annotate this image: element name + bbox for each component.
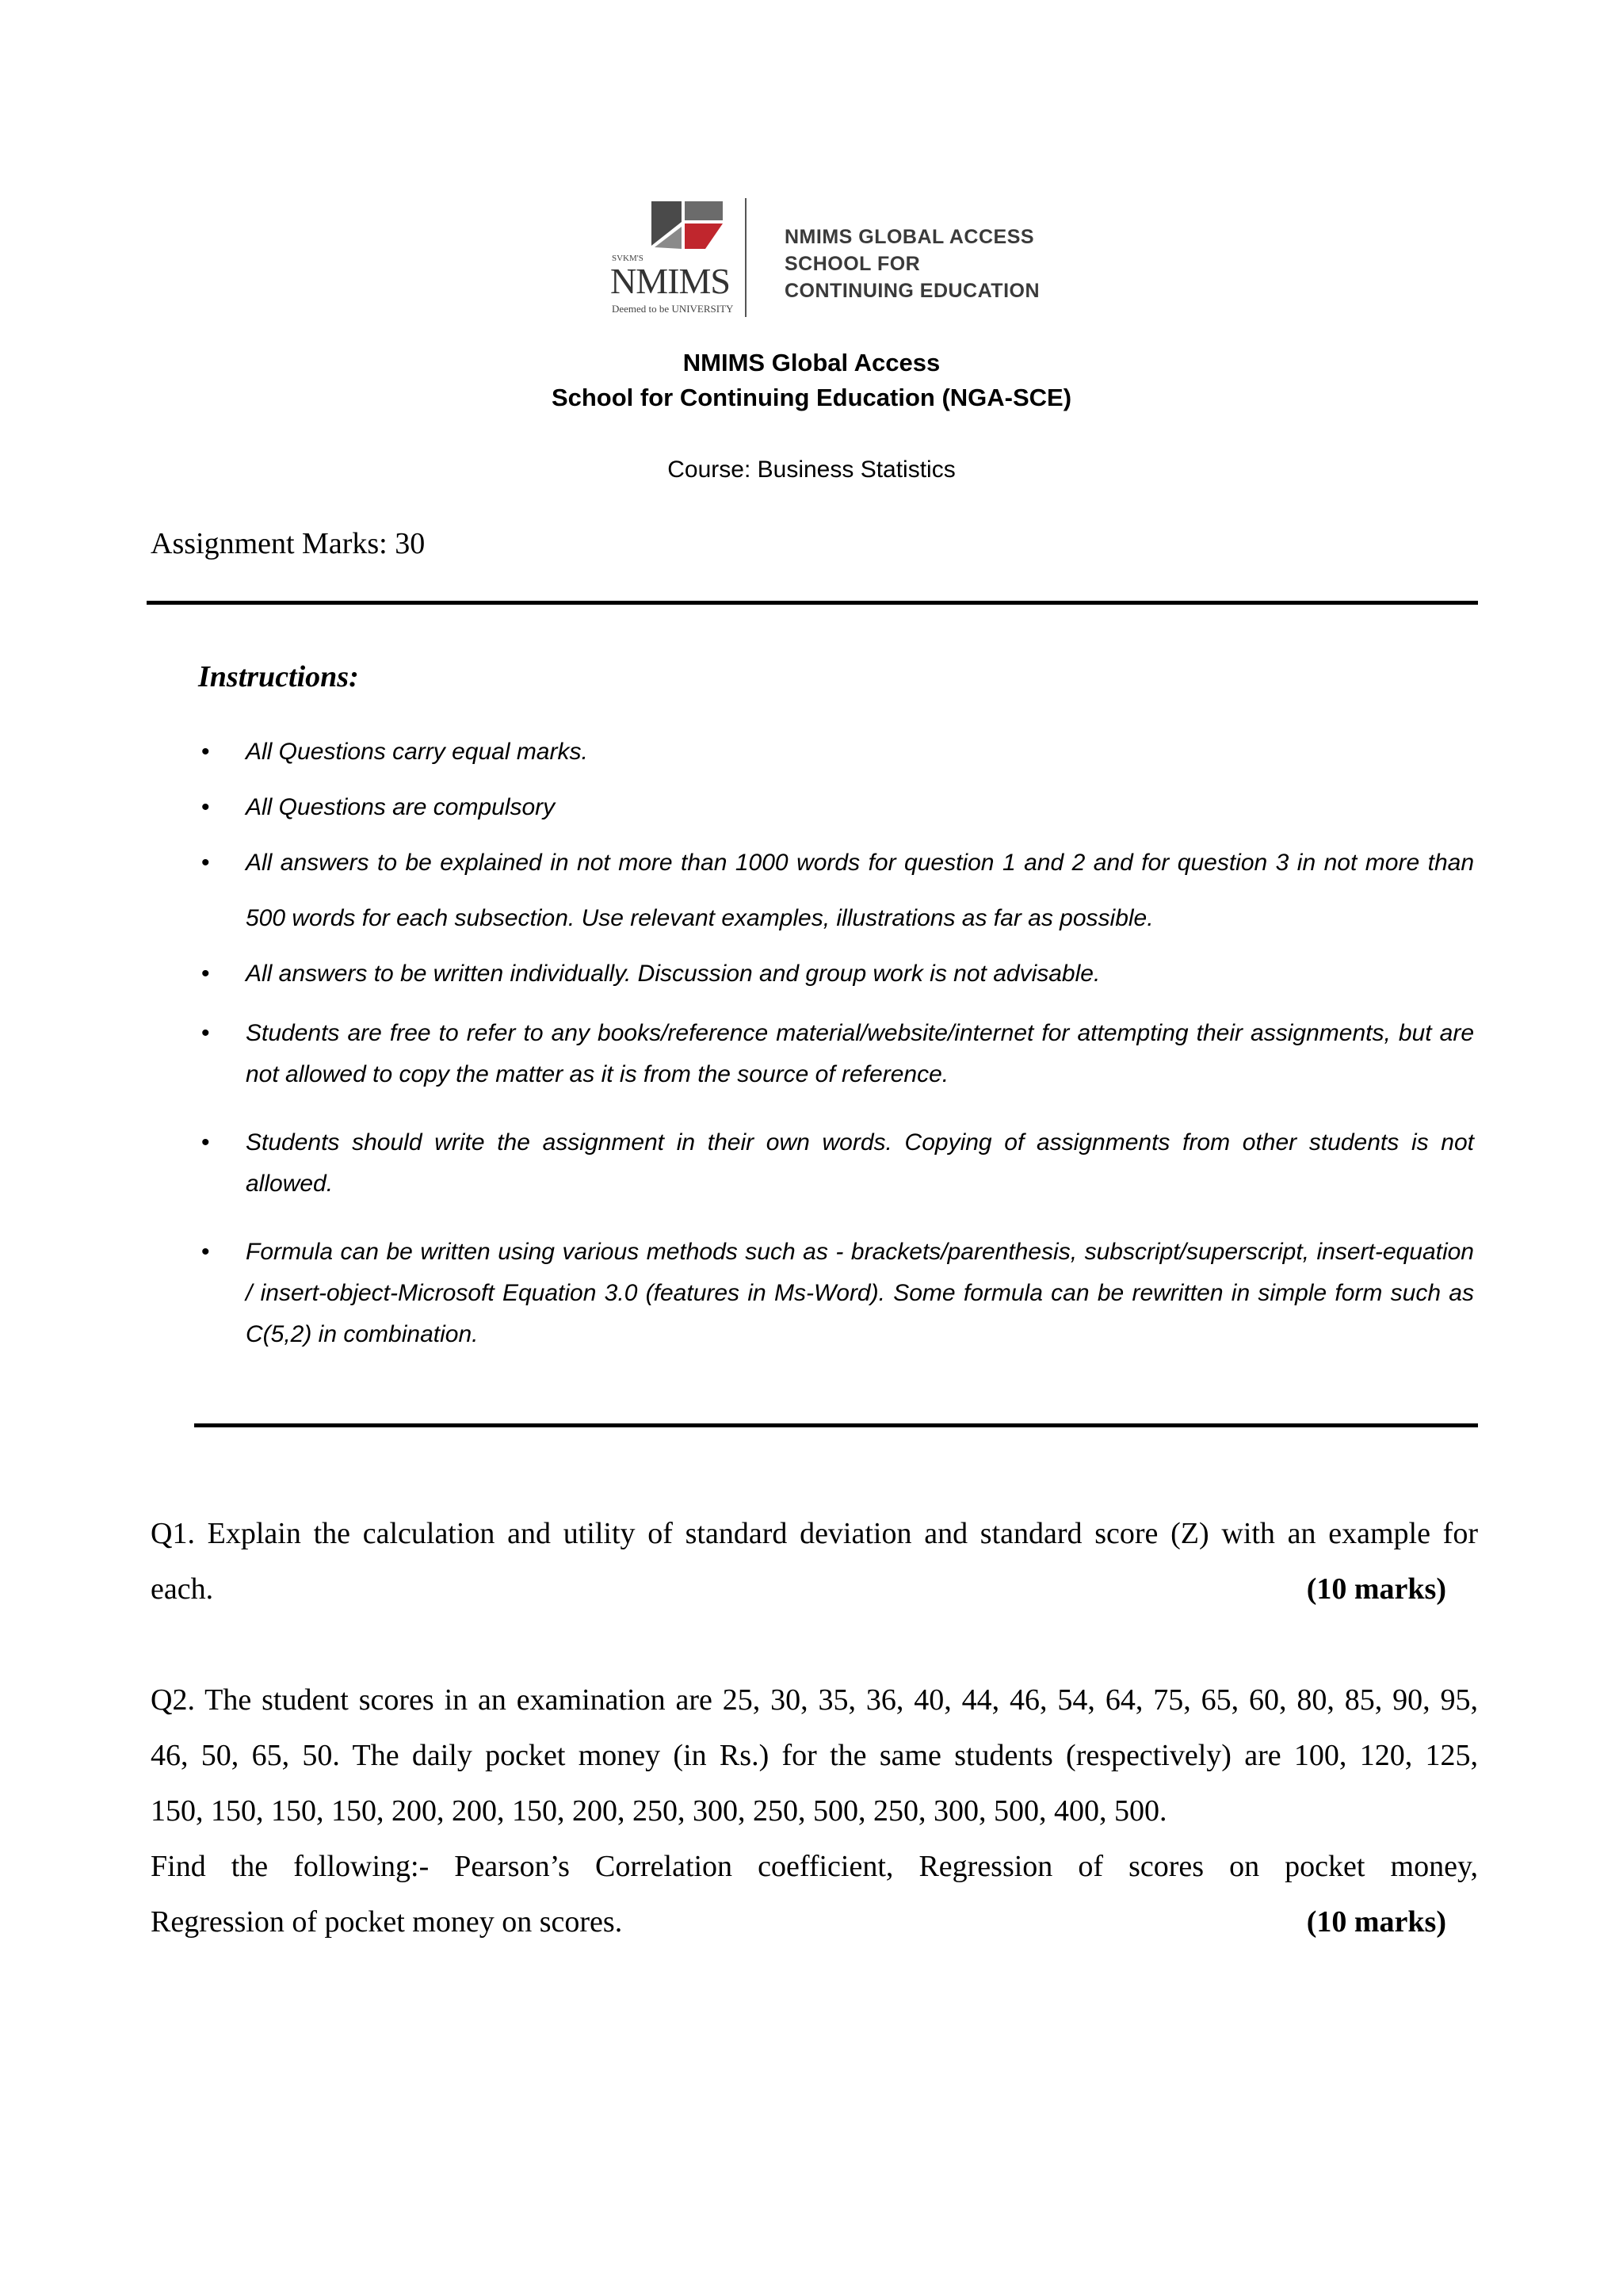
instructions-title: Instructions: xyxy=(198,660,359,693)
question-2-line-4: Find the following:- Pearson’s Correlation coefficient, Regression of scores on pocket money, xyxy=(151,1850,1478,1883)
question-1 xyxy=(151,1506,1478,1617)
question-2-line-2: 46, 50, 65, 50. The daily pocket money (in Rs.) for the same students (respectively) are 100, 120, 125, xyxy=(151,1739,1478,1772)
logo-divider xyxy=(745,198,747,317)
list-item: • All Questions are compulsory xyxy=(198,791,1474,824)
logo-line-2: SCHOOL FOR xyxy=(785,253,921,275)
question-1-line-2 xyxy=(151,1561,1478,1617)
instruction-text: All answers to be written individually. Discussion and group work is not advisable. xyxy=(246,961,1101,987)
course-title: Course: Business Statistics xyxy=(667,457,956,483)
instruction-text: Students are free to refer to any books/reference material/website/internet for attempting their assignments, but are not allowed to copy the matter as it is from the source of reference. xyxy=(246,1020,1474,1087)
logo-svkms: SVKM'S xyxy=(612,254,643,263)
instruction-text: All Questions are compulsory xyxy=(246,794,556,820)
logo-line-3: CONTINUING EDUCATION xyxy=(785,280,1041,302)
list-item: • Students should write the assignment in their own words. Copying of assignments from other students is not allowed. xyxy=(198,1122,1474,1205)
list-item: • Students are free to refer to any books/reference material/website/internet for attempting their assignments, but are not allowed to copy the matter as it is from the source of reference. xyxy=(198,1013,1474,1095)
question-2-line-5-text: Regression of pocket money on scores. xyxy=(151,1905,623,1939)
instruction-text: All answers to be explained in not more than 1000 words for question 1 and 2 and for question 3 in not more than 500 words for each subsection. Use relevant examples, illustrations as far as possible. xyxy=(246,850,1474,931)
list-item: • Formula can be written using various methods such as - brackets/parenthesis, subscript/superscript, insert-equation / insert-object-Microsoft Equation 3.0 (features in Ms-Word). Some formula can be rewritten in simple form such as C(5,2) in combination. xyxy=(198,1232,1474,1355)
logo-line-1: NMIMS GLOBAL ACCESS xyxy=(785,226,1035,248)
instruction-text: All Questions carry equal marks. xyxy=(246,739,588,765)
institution-name: NMIMS Global Access xyxy=(682,349,941,376)
list-item: • All Questions carry equal marks. xyxy=(198,735,1474,769)
logo-wordmark xyxy=(785,223,1040,304)
list-item: • All answers to be explained in not more than 1000 words for question 1 and 2 and for question 3 in not more than 500 words for each subsection. Use relevant examples, illustrations as far as possible. xyxy=(198,835,1474,946)
list-item: • All answers to be written individually. Discussion and group work is not advisable. xyxy=(198,957,1474,991)
instruction-text: Formula can be written using various methods such as - brackets/parenthesis, subscript/superscript, insert-equation / insert-object-Microsoft Equation 3.0 (features in Ms-Word). Some formula can be rewritten in simple form such as C(5,2) in combination. xyxy=(246,1239,1474,1347)
instruction-text: Students should write the assignment in their own words. Copying of assignments from other students is not allowed. xyxy=(246,1129,1474,1197)
question-2-line-3: 150, 150, 150, 150, 200, 200, 150, 200, 250, 300, 250, 500, 250, 300, 500, 400, 500. xyxy=(151,1794,1167,1828)
divider-top xyxy=(147,601,1478,605)
shield-icon xyxy=(643,198,731,255)
school-name: School for Continuing Education (NGA-SCE) xyxy=(551,384,1072,411)
assignment-marks: Assignment Marks: 30 xyxy=(151,527,426,560)
question-2 xyxy=(151,1672,1478,1950)
question-1-marks: (10 marks) xyxy=(1306,1572,1446,1606)
nmims-logo xyxy=(610,198,1041,325)
divider-bottom xyxy=(194,1423,1478,1427)
question-2-line-1: Q2. The student scores in an examination are 25, 30, 35, 36, 40, 44, 46, 54, 64, 75, 65, 60, 80, 85, 90, 95, xyxy=(151,1683,1478,1717)
logo-name: NMIMS xyxy=(610,261,730,301)
question-2-marks: (10 marks) xyxy=(1306,1905,1446,1939)
nmims-crest xyxy=(610,198,737,325)
question-2-line-5 xyxy=(151,1894,1478,1950)
logo-tagline: Deemed to be UNIVERSITY xyxy=(612,303,734,315)
question-1-line-1: Q1. Explain the calculation and utility of standard deviation and standard score (Z) with an example for xyxy=(151,1517,1478,1550)
question-1-line-2-text: each. xyxy=(151,1572,214,1606)
